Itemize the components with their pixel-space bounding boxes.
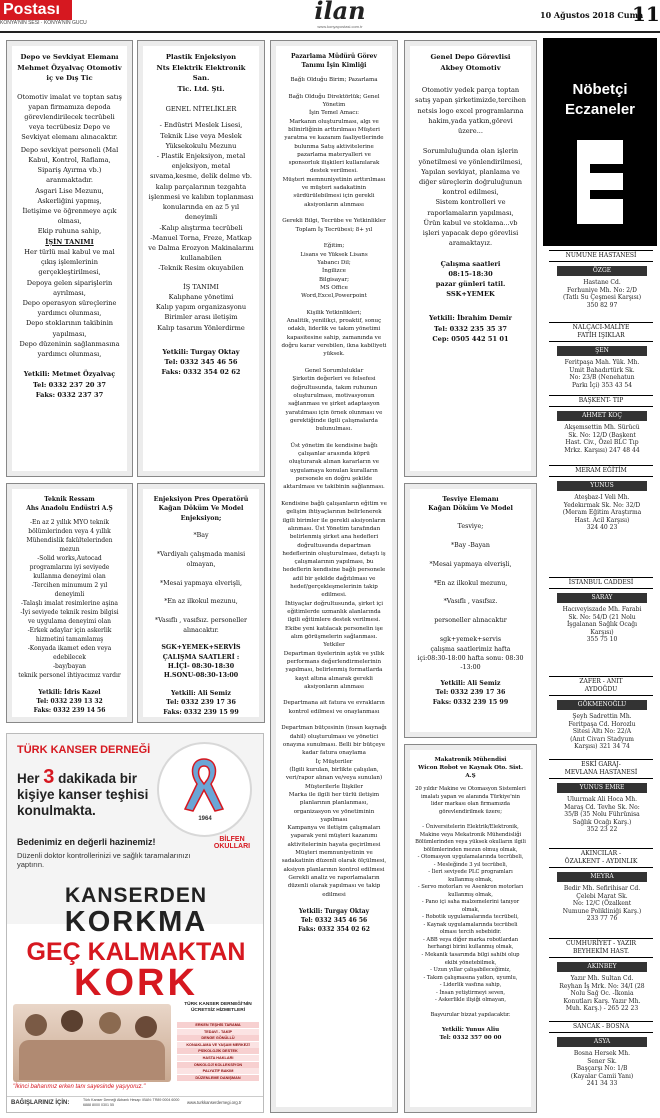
pharmacy-district: MERAM EĞİTİM bbox=[549, 465, 653, 477]
ad-contact: Yetkili: İbrahim Demir Tel: 0332 235 35 37 Cep: 0505 442 51 01 bbox=[428, 314, 513, 343]
pharmacy-address: Hastane Cd. Ferhuniye Mh. No: 2/D (Tatlı Su Çeşmesi Karşısı) 350 82 97 bbox=[562, 279, 642, 309]
pharmacy-district: ZAFER - ANIT AYDOĞDU bbox=[549, 676, 653, 696]
pharmacy-address: Akşemsettin Mh. Sürücü Sk. No: 12/D (Başkent Hast. Civ., Özel BLC Tıp Mrkz. Karşısı) 247 48 44 bbox=[564, 424, 640, 454]
pharmacy-address: Hacıveyiszade Mh. Farabi Sk. No: 54/D (21 Nolu İşgalanan Sağlık Ocağı Karşısı) 355 75 10 bbox=[562, 606, 642, 643]
cancer-association-ad[interactable] bbox=[6, 733, 264, 1113]
ad-body: Otomotiv yedek parça toptan satış yapan şirketimizde,tercihen netsis logo excel programlarına hakim,yada yatkın,görevi üzere... Sorumluluğunda olan işlerin yönetilmesi ve yönlendirilmesi, Yapılan sevkiyat, planlama ve diğer süreçlerin doğruluğunun kontrol edilmesi, Sistem kontrolleri ve raporlamaların yapılması, Ürün kabul ve stoklama...vb işleri yapacak depo görevlisi aramaktayız. bbox=[415, 86, 526, 248]
pharmacy-address: Feritpaşa Mah. Yük. Mh. Umit Bahadırtürk Sk. No: 23/B (Nenehatun Parkı İçi) 353 43 54 bbox=[564, 359, 640, 389]
ad-body: *Bay *Vardiyalı çalışmada manisi olmayan, *Mesai yapmaya elverişli, *En az ilkokul mezunu, *Vasıflı , vasıfsız. personeller alınacaktır. bbox=[154, 532, 248, 634]
pharmacy-name[interactable]: YUNUS EMRE bbox=[557, 783, 647, 793]
pharmacy-title: Nöbetçi Eczaneler bbox=[564, 81, 636, 118]
header-divider bbox=[0, 31, 660, 33]
pharmacy-district: BAŞKENT- TIP bbox=[549, 395, 653, 407]
ad-subtext: Düzenli doktor kontrollerinizi ve sağlık taramalarınızı yaptırın. bbox=[17, 851, 191, 869]
pharmacy-address: Ateşbaz-I Veli Mh. Yedekırmak Sk. No: 32/D (Meram Eğitim Araştırma Hast. Acil Karşısı) 324 40 23 bbox=[562, 494, 642, 531]
job-ad-enjeksiyon-pres[interactable] bbox=[137, 483, 265, 723]
pharmacy-address: Şeyh Sadrettin Mh. Feritpaşa Cd. Horozlu Sitesi Altı No: 22/A (Anıt Civarı Stadyum Karşısı) 321 34 74 bbox=[568, 713, 636, 750]
ad-slogan: "İkinci baharımız erken tanı sayesinde yaşıyoruz." bbox=[13, 1084, 146, 1090]
issue-date: 10 Ağustos 2018 Cuma bbox=[540, 10, 644, 20]
ad-contact: Yetkili: Ali Semiz Tel: 0332 239 17 36 Faks: 0332 239 15 99 bbox=[163, 689, 239, 716]
pharmacy-name[interactable]: ÖZGE bbox=[557, 266, 647, 276]
ad-title: Depo ve Sevkiyat Elemanı Mehmet Özyalvaç Otomotiv iç ve Dış Tic bbox=[17, 53, 122, 83]
pharmacy-district: AKINCILAR - ÖZALKENT - AYDINLIK bbox=[549, 848, 653, 868]
ad-contact: Yetkili: Yunus Aliu Tel: 0332 357 00 00 bbox=[439, 1026, 502, 1041]
ad-title: Plastik Enjeksiyon Nts Elektrik Elektronik San. Tic. Ltd. Şti. bbox=[156, 53, 246, 93]
newspaper-logo[interactable]: Postası bbox=[0, 0, 72, 20]
ad-brand: TÜRK KANSER DERNEĞİ bbox=[17, 744, 151, 756]
seal-year: 1964 bbox=[198, 816, 212, 822]
ad-duties: Her türlü mal kabul ve mal çıkış işlemlerinin gerçekleştirilmesi, Depoya gelen siparişlerin ayrılması, Depo operasyon süreçlerine yardımcı olunması, Depo stoklarının takibinin yapılması, Depo düzeninin sağlanmasına yardımcı olunması, bbox=[19, 247, 120, 359]
ad-body: -En az 2 yıllık MYO teknik bölümlerinden veya 4 yıllık Mühendislik fakültelerinden mezun -Solid works,Autocad programlarını iyi seviyede kullanma deneyimi olan -Tercihen minumum 2 yıl deneyimli -Talaşlı imalat resimlerine aşina -İyi seviyede teknik resim bilgisi ve uygulama deneyimi olan -Erkek adaylar için askerlik hizmetini tamamlamış -Konyada ikamet eden veya edebilecek -bay/bayan teknik personel ihtiyacımız vardır bbox=[18, 519, 121, 679]
ad-title: Enjeksiyon Pres Operatörü Kağan Döküm Ve Model Enjeksiyon; bbox=[153, 496, 249, 522]
ad-contact: Yetkili: Turgay Oktay Tel: 0332 345 46 56 Faks: 0332 354 02 62 bbox=[161, 347, 241, 377]
section-url: www.konyapostasi.com.tr bbox=[317, 24, 363, 29]
pharmacy-name[interactable]: ASYA bbox=[557, 1037, 647, 1047]
pharmacy-name[interactable]: YUNUS bbox=[557, 481, 647, 491]
ad-duties: Kalıphane yönetimi Kalıp yapım organizasyonu Birimler arası iletişim Kalıp tasarım Yönlerdirme bbox=[155, 292, 247, 332]
donation-bank: Türk Kanser Derneği Akbank Hesap: IBAN: TR89 0004 6000 6888 8000 0301 55 bbox=[83, 1098, 180, 1107]
ad-contact: Yetkili: Ali Semiz Tel: 0332 239 17 36 Faks: 0332 239 15 99 bbox=[432, 679, 509, 706]
ad-big-line-2: KORKMA bbox=[64, 906, 208, 938]
headline-number: 3 bbox=[43, 766, 55, 788]
ad-body: 20 yıldır Makine ve Otomasyon Sistemleri imalatı yapan ve alanında Türkiye'nin lider markası olan firmamızda görevlendirilmek üzere; - Üniversitelerin Elektrik/Elektronik, Makine veya Mekatronik Mühendisliği Bölümlerinden veya yüksek okulların ilgili bölümlerinden mezun olmuş olmak, - Otomasyon uygulamalarında tecrübeli, - Mesleğinde 3 yıl tecrübeli, - İleri seviyede PLC programları kullanmış olmak, - Servo motorları ve Asenkron motorları kullanmış olmak, - Pano içi saha malzemelerini tanıyor olmak, - Robotik uygulamalarında tecrübeli, - Kaynak uygulamalarında tecrübeli olması tercih sebebidir. - ABB veya diğer marka robotlardan herhangi birini kullanmış olmak, - Mekanik tasarımda bilgi sahibi olup ekibi yönetebilmek, - Uzun yıllar çalışabileceğimiz, - Takım çalışmasına yatkın, uyumlu, - Liderlik vasfına sahip, - İnsan yetiştirmeyi seven, - Askerlikle ilişiği olmayan, Başvurular bizzat yapılacaktır. bbox=[415, 786, 526, 1019]
pharmacy-name[interactable]: AHMET KOÇ bbox=[557, 411, 647, 421]
ad-section-heading: GENEL NİTELİKLER bbox=[165, 105, 237, 114]
pharmacy-district: SANCAK - BOSNA bbox=[549, 1021, 653, 1033]
pharmacy-address: Uluırmak Ali Hoca Mh. Maraş Cd. Tevhe Sk. No: 35/B (35 Nolu Führünisa Sağlık Ocağı Karş.) 352 23 22 bbox=[564, 796, 640, 833]
ad-big-line-1: KANSERDEN bbox=[64, 884, 207, 907]
pharmacy-address: Bedir Mh. Sefirihisar Cd. Çelebi Marat Sk. No: 12/C (Özalkent Numune Polikliniği Karş.) 233 77 76 bbox=[562, 885, 642, 922]
ad-title: Pazarlama Müdürü Görev Tanımı İşin Kimliği bbox=[291, 53, 377, 69]
ad-section-heading: İŞ TANIMI bbox=[183, 282, 219, 291]
service-item: PSİKOLOJİK DESTEK bbox=[177, 1048, 259, 1054]
job-ad-depo-sevkiyat[interactable] bbox=[6, 40, 133, 477]
pharmacy-district: CUMHURİYET - YAZIR BEYHEKİM HAST. bbox=[549, 938, 653, 958]
service-item: PALYATİF BAKIM bbox=[177, 1068, 259, 1074]
ad-body: Tesviye; *Bay -Bayan *Mesai yapmaya elverişli, *En az ilkokul mezunu, *Vasıflı , vasıfsız. personeller alınacaktır sgk+yemek+servis çalışma saatlerimiz hafta içi:08:30-18:00 hafta sonu: 08:30 -13:00 bbox=[417, 522, 524, 672]
pharmacy-district: İSTANBUL CADDESİ bbox=[549, 577, 653, 589]
pharmacy-e-logo-cut bbox=[590, 190, 624, 199]
donation-website[interactable]: www.turkkanserdernegi.org.tr bbox=[187, 1100, 242, 1105]
pharmacy-address: Bosna Hersek Mh. Sener Sk. Başçarşı No: 1/B (Kayalar Camii Yanı) 241 34 33 bbox=[570, 1050, 634, 1087]
ad-body: Otomotiv imalat ve toptan satış yapan firmamıza depoda görevlendirilecek tecrübeli veya tecrübesiz Depo ve Sevkiyat elemanı alınacaktır. bbox=[17, 92, 122, 142]
logo-tagline: KONYA'NIN SESİ · KONYA'NIN GÜCÜ bbox=[0, 20, 87, 26]
ad-big-line-4: KORK bbox=[74, 962, 198, 1004]
page-number: 11 bbox=[632, 2, 660, 26]
ad-subheadline: Bedenimiz en değerli hazinemiz! bbox=[17, 837, 156, 847]
job-ad-plastik-enjeksiyon[interactable] bbox=[137, 40, 265, 477]
pharmacy-name[interactable]: SARAY bbox=[557, 593, 647, 603]
ad-contact: Yetkili: Turgay Oktay Tel: 0332 345 46 56 Faks: 0332 354 02 62 bbox=[298, 907, 370, 933]
service-item: DÜZENLEME DANIŞMAN bbox=[177, 1075, 259, 1081]
pharmacy-e-logo bbox=[577, 140, 623, 224]
ribbon-icon bbox=[177, 754, 232, 814]
pharmacy-name[interactable]: MEYRA bbox=[557, 872, 647, 882]
people-photo bbox=[13, 1004, 171, 1082]
ad-requirements: Depo sevkiyat personeli (Mal Kabul, Kontrol, Raflama, Sipariş Ayırma vb.) aranmaktadır. Asgari Lise Mezunu, Askerliğini yapmış, İletişime ve öğrenmeye açık olması, Ekip ruhuna sahip, bbox=[20, 145, 119, 236]
job-ad-mekatronik[interactable] bbox=[404, 744, 537, 1113]
ad-contact: Yetkili: Metmet Özyalvaç Tel: 0332 237 20 37 Faks: 0332 237 37 bbox=[23, 370, 116, 399]
service-item: DENGE GÖNÜLLÜ bbox=[177, 1035, 259, 1041]
ad-headline bbox=[17, 766, 167, 829]
services-title: TÜRK KANSER DERNEĞİ'NİN ÜCRETSİZ HİZMETLERİ bbox=[184, 1002, 252, 1013]
headline-pre: Her bbox=[17, 771, 40, 786]
services-list bbox=[177, 1022, 259, 1082]
ad-section-heading: İŞİN TANIMI bbox=[45, 237, 94, 246]
pharmacy-district: ESKİ GARAJ- MEVLANA HASTANESİ bbox=[549, 759, 653, 779]
ad-title: Genel Depo Görevlisi Akbey Otomotiv bbox=[430, 53, 511, 72]
ad-body: Bağlı Olduğu Birim; Pazarlama Bağlı Olduğu Direktörlük; Genel Yönetim İşin Temel Amacı: Markanın oluşturulması, algı ve bilinirliğinin arttırılması Müşteri yaratma ve kazanım faaliyetlerinde bulunma Satış aktivitelerine pazarlama materyalleri ve sponsorluk ilişkileri kullanılarak destek verilmesi. Müşteri memnuniyetinin arttırılması ve müşteri sadakatinin sürdürülebilmesi için gerekli aksiyonların alınması Gerekli Bilgi, Tecrübe ve Yetkinlikler Toplam İş Tecrübesi; 8+ yıl Eğitim; Lisans ve Yüksek Lisans Yabancı Dil; İngilizce Bilgisayar; MS Office Word,Excel,Powerpoint Kişilik Yetkinlikleri; Analitik, yenilikçi, proaktif, sonuç odaklı, liderlik ve takım yönetimi kapasitesine sahip, zamanında ve doğru karar verebilen, ikna kabiliyeti yüksek. Genel Sorumluluklar Şirketin değerleri ve felsefesi doğrultusunda, takım ruhunun oluşturulması, motivasyonun sağlanması ve şirket adaptasyon yaratılması için örnek olunması ve gerektiğinde ilgili çalışmalarda bulunulması. Üst yönetim ile kendisine bağlı çalışanlar arasında köprü oluşturarak alınan kararların ve uygulamaya konulan kuralların personele en doğru şekilde aktarılması ve takibinin sağlanması. Kendisine bağlı çalışanların eğitim ve gelişim ihtiyaçlarının belirlenerek ilgili birimler ile gerekli aksiyonların alınması. Üst Yönetim tarafından belirlenmiş şirket ana hedefleri doğrultusunda departman hedeflerinin oluşturulması, detaylı iş çalışmalarının yapılması, bu hedeflerin kendisine bağlı personele adil bir şekilde dağıtılması ve hedef/gerçekleşmelerinin takip edilmesi. İhtiyaçlar doğrultusunda, şirket içi eğitimlerde uzmanlık alanlarında ilgili eğitimlere destek verilmesi. Ekibe yeni katılacak personelin işe alım görüşmelerin sağlanması. Yetkiler Departman üyelerinin aylık ve yıllık performans değerlendirmelerinin yapılması, belirlenmiş formatlarda kayıt altına alınarak gerekli aksiyonların alınması Departmana ait fatura ve evrakların kontrol edilmesi ve onaylanması Departman bütçesinin (insan kaynağı dahil) oluşturulması ve yönetici onayına sunulması. Belli bir bütçeye kadar fatura onaylama İç Müşteriler (İlgili kurulan, birlikte çalışılan, veri/rapor alınan ve/veya sunulan) Müşterilerle İlişkiler Marka ile ilgili her türlü iletişim planlarının planlanması, organizasyon ve yönetiminin yapılması Kampanya ve iletişim çalışmaları yaparak yeni müşteri kazanımı aktivitelerinin hayata geçirilmesi Müşteri memnuniyetinin ve sadakatinin düzenli olarak ölçülmesi, aksiyon planlarının kontrol edilmesi Gerekli analiz ve raporlamaların düzenli olarak yapılması ve takip edilmesi bbox=[281, 77, 387, 898]
pharmacy-name[interactable]: AKINBEY bbox=[557, 962, 647, 972]
ad-requirements: - Endüstri Meslek Lisesi, Teknik Lise veya Meslek Yüksekokulu Mezunu - Plastik Enjeksiyon, metal enjeksiyon, metal sıvama,kesme, delik delme vb. kalıp parçalarının tezgahta işlenmesi ve kalıbın toplanması konularında en az 5 yıl deneyimli -Kalıp alıştırma tecrübeli -Manuel Torna, Freze, Matkap ve Dalma Erozyon Makinalarını kullanabilen -Teknik Resim okuyabilen bbox=[148, 121, 254, 273]
pharmacy-e-logo-cut bbox=[590, 164, 624, 173]
ad-contact: Yetkili: İdris Kazel Tel: 0332 239 13 32 Faks: 0332 239 14 56 bbox=[33, 689, 106, 714]
service-item: KONAKLAMA VE YAŞAM MERKEZİ bbox=[177, 1042, 259, 1048]
service-item: TEDAVİ - TAKİP bbox=[177, 1029, 259, 1035]
pharmacy-name[interactable]: GÖKMENOĞLU bbox=[557, 700, 647, 710]
service-item: HASTA HAKLARI bbox=[177, 1055, 259, 1061]
ad-big-line-3: GEÇ KALMAKTAN bbox=[26, 938, 246, 966]
headline-text: dakikada bir kişiye kanser teşhisi konulmakta. bbox=[17, 771, 149, 818]
ad-hours: SGK+YEMEK+SERVİS ÇALIŞMA SAATLERİ : H.İÇİ- 08:30-18:30 H.SONU-08:30-13:00 bbox=[161, 644, 241, 680]
donation-label: BAĞIŞLARINIZ İÇİN: bbox=[11, 1100, 70, 1106]
job-ad-depo-gorevlisi[interactable] bbox=[404, 40, 537, 477]
service-item: ONKOLOJİ KOLLEKSİYON bbox=[177, 1062, 259, 1068]
job-ad-teknik-ressam[interactable] bbox=[6, 483, 133, 723]
job-ad-tesviye[interactable] bbox=[404, 483, 537, 738]
pharmacy-district: NALÇACI-MALİYE FATİH IŞIKLAR bbox=[549, 322, 653, 342]
job-ad-pazarlama-muduru[interactable] bbox=[270, 40, 398, 1113]
sponsor-logo: BİLFEN OKULLARI bbox=[213, 836, 251, 850]
pharmacy-address: Yazır Mh. Sultan Cd. Reyhan İş Mrk. No: 34/I (28 Nolu Sağ Oc. -İkonia Konutları Karş. Yazır Mh. Muh. Karş.) - 265 22 23 bbox=[559, 975, 645, 1012]
ad-title: Tesviye Elemanı Kağan Döküm Ve Model bbox=[428, 496, 513, 513]
section-title: ilan bbox=[314, 0, 366, 25]
ad-hours: Çalışma saatleri 08:15-18:30 pazar günleri tatil. SSK+YEMEK bbox=[435, 259, 506, 299]
pharmacy-district: NUMUNE HASTANESİ bbox=[549, 250, 653, 262]
ad-title: Makatronik Mühendisi Wicon Robot ve Kaynak Oto. Sist. A.Ş bbox=[418, 757, 523, 780]
pharmacy-name[interactable]: ŞEN bbox=[557, 346, 647, 356]
ad-title: Teknik Ressam Ahs Anadolu Endüstri A.Ş bbox=[26, 496, 113, 512]
service-item: ERKEN TEŞHİS TARAMA bbox=[177, 1022, 259, 1028]
